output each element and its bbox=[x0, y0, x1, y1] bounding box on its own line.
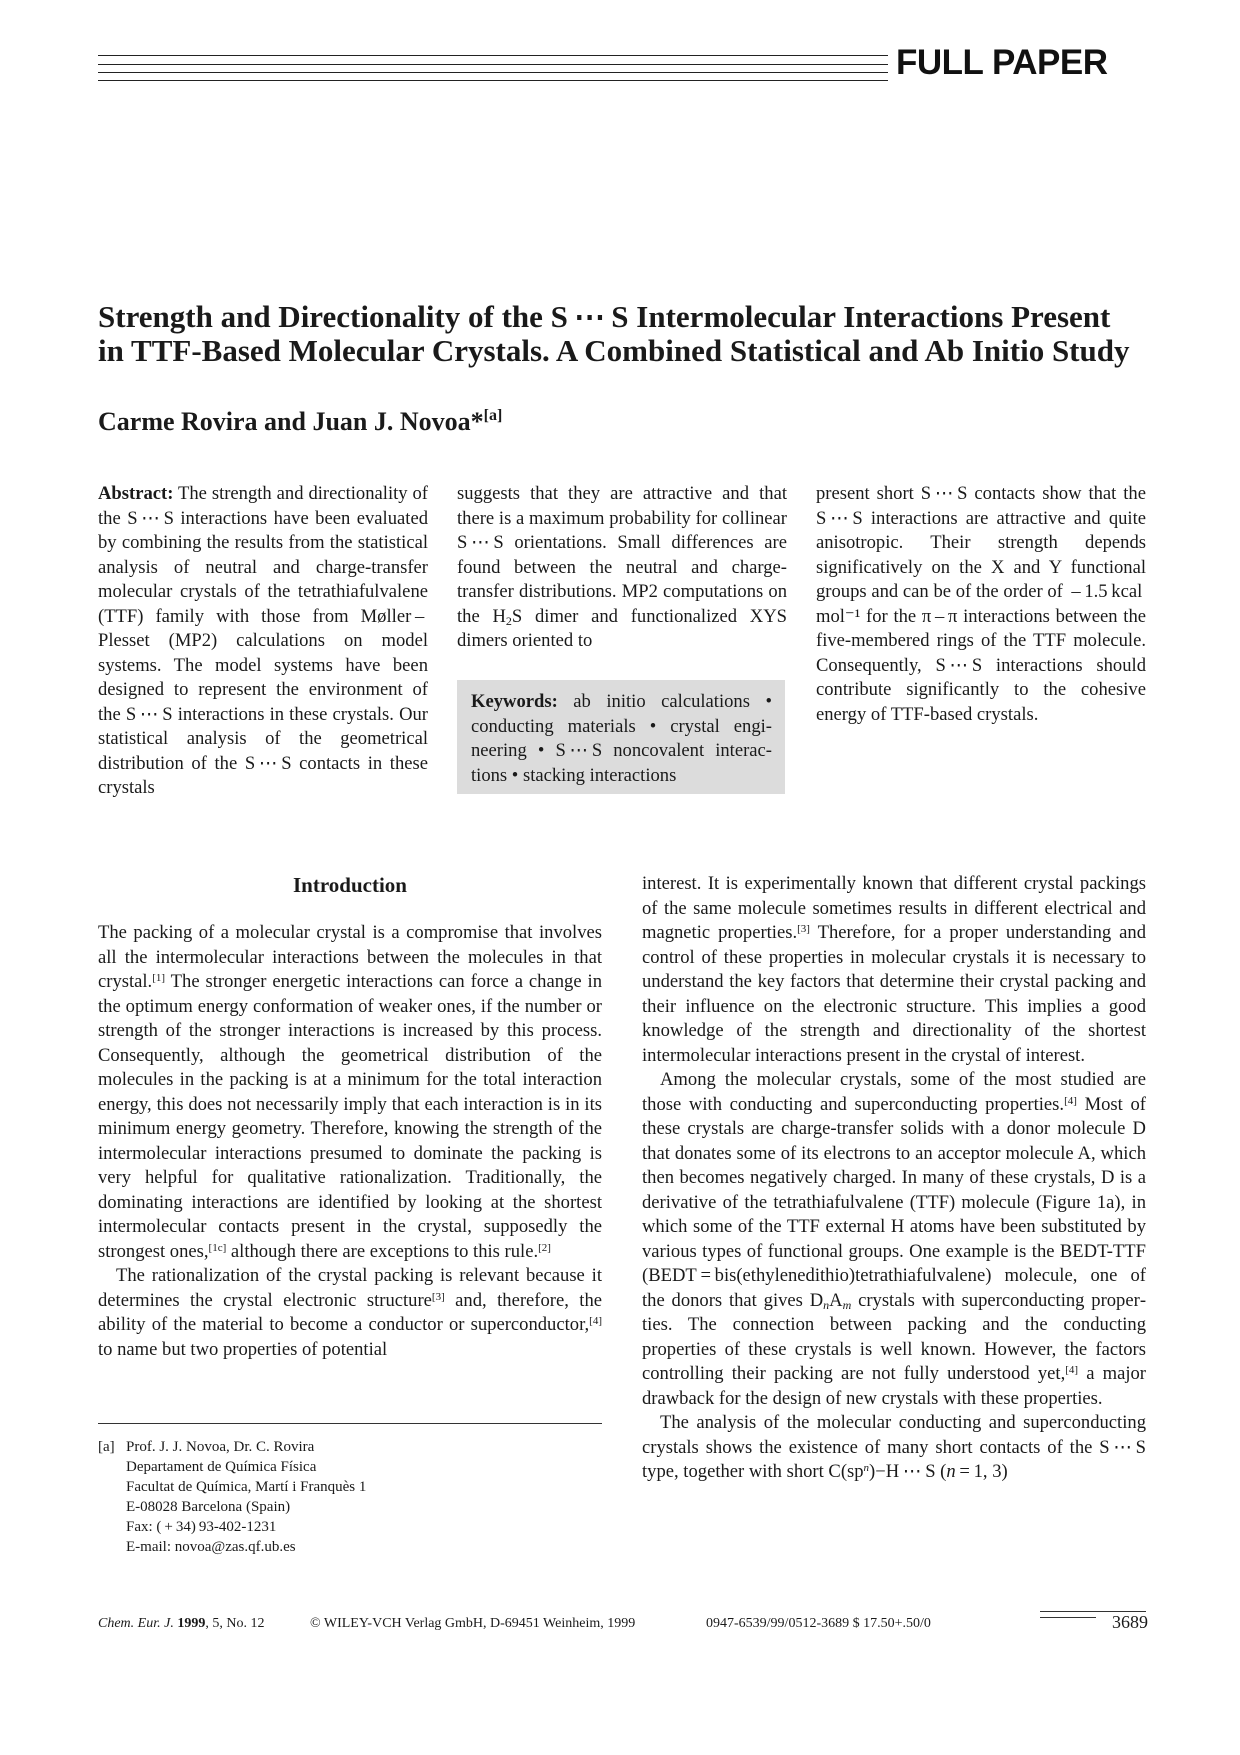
title-line-1: Strength and Directionality of the S ⋯ S Intermolecular Interactions Present bbox=[98, 299, 1111, 334]
authors bbox=[98, 401, 502, 437]
keywords-text: ab initio calculations • conducting materials • crystal engineering • S ⋯ S noncovalent interactions • stacking interactions bbox=[471, 691, 772, 786]
footnote bbox=[98, 1437, 602, 1557]
citation[interactable]: [3] bbox=[431, 1290, 445, 1303]
title-line-2: in TTF-Based Molecular Crystals. A Combined Statistical and Ab Initio Study bbox=[98, 333, 1130, 368]
footnote-mark: [a] bbox=[98, 1439, 115, 1455]
header-rule bbox=[98, 55, 888, 85]
keywords-box bbox=[457, 680, 785, 794]
page-rule bbox=[1040, 1617, 1096, 1618]
citation[interactable]: [4] bbox=[589, 1315, 602, 1327]
paragraph: The packing of a molecular crystal is a compromise that involves all the intermolecular interactions between the molecules in that crystal.[1] The stronger energetic interactions can force a change in the optimum energy conformation of weaker ones, if the number or strength of the stronger interactions is increased by this process. Consequently, although the geometrical distribution of the molecules in the packing is at a minimum for the total interaction energy, this does not necessarily imply that each interaction is in its minimum energy geometry. Therefore, knowing the strength of the intermolecular interactions presumed to dominate the packing is very helpful for qualitative rationalization. Traditionally, the dominating interactions are identified by looking at the shortest intermolecular contacts present in the crystal, supposedly the strongest ones,[1c] although there are exceptions to this rule.[2] bbox=[98, 922, 602, 1262]
paragraph: The analysis of the molecular conducting and superconducting crystals shows the existence of many short contacts of the S ⋯ S type, together with short C(sp$^n$)−H ⋯ S (n = 1, 3) bbox=[642, 1412, 1146, 1482]
footer-code: 0947-6539/99/0512-3689 $ 17.50+.50/0 bbox=[706, 1616, 931, 1631]
citation[interactable]: [3] bbox=[797, 923, 810, 935]
subscript: 2 bbox=[505, 613, 512, 628]
citation[interactable]: [1c] bbox=[208, 1241, 227, 1254]
footnote-rule bbox=[98, 1423, 602, 1424]
citation[interactable]: [4] bbox=[1065, 1364, 1079, 1376]
abstract-column-3 bbox=[816, 482, 1146, 727]
citation[interactable]: [1] bbox=[152, 972, 166, 984]
abstract-column-1 bbox=[98, 482, 428, 801]
paragraph: The rationalization of the crystal packing is relevant because it determines the crystal electronic structure[3] and, therefore, the ability of the material to become a conductor or superconductor,[4] to name but two properties of potential bbox=[98, 1265, 602, 1360]
abstract-column-2 bbox=[457, 482, 787, 654]
body-column-left bbox=[98, 921, 602, 1362]
footnote-email[interactable]: E-mail: novoa@zas.qf.ub.es bbox=[126, 1539, 296, 1555]
paper-title bbox=[98, 300, 1158, 368]
page-number: 3689 bbox=[1112, 1612, 1148, 1632]
abstract-label: Abstract: bbox=[98, 483, 174, 504]
affiliation-mark: [a] bbox=[483, 407, 503, 424]
footnote-line: Departament de Química Física bbox=[126, 1459, 317, 1475]
footnote-line: Prof. J. J. Novoa, Dr. C. Rovira bbox=[126, 1439, 315, 1455]
citation[interactable]: [2] bbox=[538, 1241, 551, 1254]
footnote-line: Facultat de Química, Martí i Franquès 1 bbox=[126, 1479, 367, 1495]
paragraph: Among the molecular crystals, some of the most studied are those with conducting and superconducting properties.[4] Most of these crystals are charge-transfer solids with a donor molecule D that donates some of its electrons to an acceptor molecule A, which then becomes negatively charged. In many of these crystals, D is a derivative of the tetrathiafulvalene (TTF) molecule (Figure 1a), in which some of the TTF external H atoms have been substituted by various types of functional groups. One example is the BEDT-TTF (BEDT = bis(ethylenedithio)tetrathiafulvalene) molecule, one of the donors that gives $D_nA_m$ crystals with superconducting properties. The connection between packing and the conducting properties of these crystals is well known. However, the factors controlling their packing are not fully understood yet,[4] a major drawback for the design of new crystals with these properties. bbox=[642, 1069, 1147, 1409]
citation[interactable]: [4] bbox=[1064, 1094, 1077, 1107]
section-heading: Introduction bbox=[293, 873, 407, 897]
footnote-line: Fax: ( + 34) 93-402-1231 bbox=[126, 1519, 277, 1535]
footer-citation: Chem. Eur. J. 1999, 5, No. 12 bbox=[98, 1616, 265, 1631]
body-column-right bbox=[642, 872, 1146, 1485]
abstract-text-1: The strength and directionality of the S ⋯ S interactions have been evaluated by combining the results from the statistical analysis of neutral and charge-transfer molecular crystals of the tetrathiafulvalene (TTF) family with those from Møller – Plesset (MP2) calculations on model systems. The model systems have been designed to represent the environment of the S ⋯ S interactions in these crystals. Our statistical analysis of the geometrical distribution of the S ⋯ S contacts in these crystals bbox=[98, 483, 428, 798]
paragraph: interest. It is experimentally known that different crystal packings of the same molecule sometimes results in different electrical and magnetic properties.[3] Therefore, for a proper understanding and control of these properties in molecular crystals it is necessary to understand the key factors that determine their crystal packing and their influence on the electronic structure. This implies a good knowledge of the strength and directionality of the shortest intermolecular interactions present in the crystal of interest. bbox=[642, 873, 1147, 1066]
footer-copyright: © WILEY-VCH Verlag GmbH, D-69451 Weinheim, 1999 bbox=[310, 1616, 636, 1631]
abstract-text-2b: S dimer and functionalized XYS dimers oriented to bbox=[457, 605, 788, 651]
keywords-label: Keywords: bbox=[471, 691, 558, 712]
section-label: FULL PAPER bbox=[896, 43, 1108, 82]
footnote-line: E-08028 Barcelona (Spain) bbox=[126, 1499, 291, 1515]
abstract-text-2a: suggests that they are attractive and that there is a maximum probability for collinear S ⋯ S orientations. Small differences are found between the neutral and charge-transfer distributions. MP2 computations on the H bbox=[457, 483, 787, 627]
author-names: Carme Rovira and Juan J. Novoa* bbox=[98, 407, 484, 436]
abstract-text-3: present short S ⋯ S contacts show that the S ⋯ S interactions are attractive and quite anisotropic. Their strength depends significatively on the X and Y functional groups and can be of the order of – 1.5 kcal mol⁻¹ for the π – π interactions between the five-membered rings of the TTF molecule. Consequently, S ⋯ S interactions should contribute significantly to the cohesive energy of TTF-based crystals. bbox=[816, 483, 1146, 725]
